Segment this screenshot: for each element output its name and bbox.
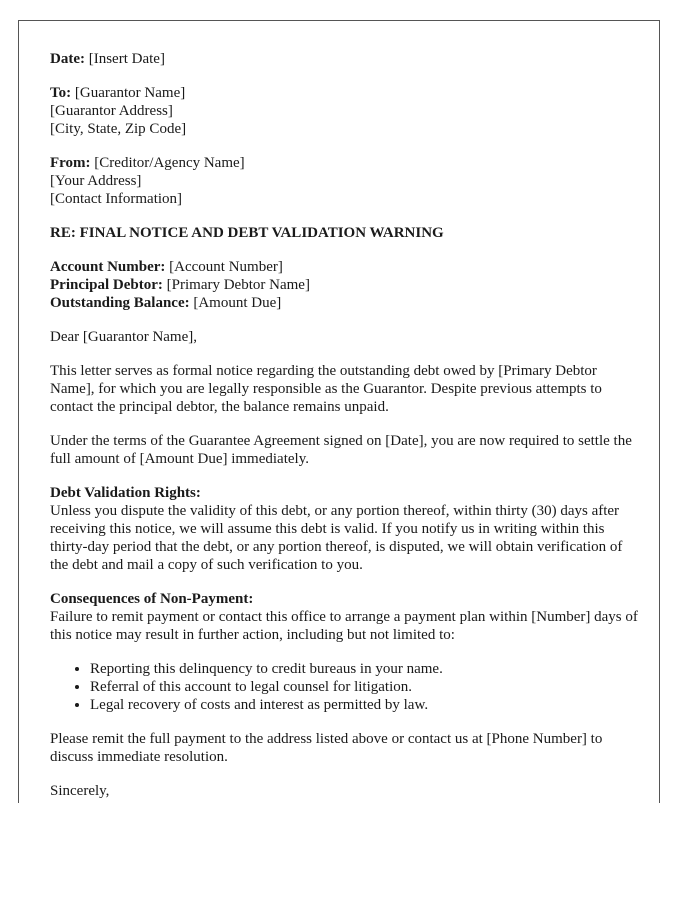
salutation: Dear [Guarantor Name],	[50, 329, 198, 345]
outstanding-balance-line	[50, 294, 640, 312]
validation-heading	[50, 484, 640, 502]
sender-address: [Your Address]	[50, 173, 142, 189]
recipient-block	[50, 84, 640, 138]
account-number-label: Account Number:	[50, 259, 166, 275]
recipient-name-line	[50, 84, 640, 102]
intro-paragraph: This letter serves as formal notice regarding the outstanding debt owed by [Primary Debtor Name], for which you are legally responsible as the Guarantor. Despite previous attempts to contact the principal debtor, the balance remains unpaid.	[50, 363, 602, 415]
principal-debtor-value: [Primary Debtor Name]	[166, 277, 310, 293]
recipient-address: [Guarantor Address]	[50, 103, 173, 119]
recipient-name: [Guarantor Name]	[74, 85, 186, 101]
recipient-city: [City, State, Zip Code]	[50, 121, 187, 137]
consequences-list	[50, 660, 640, 714]
date-label: Date:	[50, 51, 85, 67]
subject-line	[50, 224, 640, 242]
from-label: From:	[50, 155, 91, 171]
letter-page	[18, 20, 660, 803]
account-number-line	[50, 258, 640, 276]
date-line	[50, 50, 640, 68]
guarantee-paragraph: Under the terms of the Guarantee Agreement signed on [Date], you are now required to settle the full amount of [Amount Due] immediately.	[50, 433, 632, 467]
validation-heading-text: Debt Validation Rights:	[50, 485, 201, 501]
principal-debtor-label: Principal Debtor:	[50, 277, 163, 293]
consequences-text: Failure to remit payment or contact this office to arrange a payment plan within [Number] days of this notice may result in further action, including but not limited to:	[50, 609, 638, 643]
sender-block	[50, 154, 640, 208]
sender-name: [Creditor/Agency Name]	[94, 155, 245, 171]
principal-debtor-line	[50, 276, 640, 294]
validation-text: Unless you dispute the validity of this debt, or any portion thereof, within thirty (30) days after receiving this notice, we will assume this debt is valid. If you notify us in writing within this thirty-day period that the debt, or any portion thereof, is disputed, we will obtain verification of the debt and mail a copy of such verification to you.	[50, 503, 623, 573]
list-item: • Reporting this delinquency to credit bureaus in your name.	[90, 660, 640, 678]
closing-paragraph: Please remit the full payment to the address listed above or contact us at [Phone Number] to discuss immediate resolution.	[50, 731, 603, 765]
to-label: To:	[50, 85, 72, 101]
sender-name-line	[50, 154, 640, 172]
sender-contact: [Contact Information]	[50, 191, 183, 207]
consequences-heading	[50, 590, 640, 608]
list-item: • Legal recovery of costs and interest as permitted by law.	[90, 696, 640, 714]
account-number-value: [Account Number]	[169, 259, 283, 275]
account-details	[50, 258, 640, 312]
subject-text: RE: FINAL NOTICE AND DEBT VALIDATION WARNING	[50, 225, 444, 241]
outstanding-balance-label: Outstanding Balance:	[50, 295, 190, 311]
date-value: [Insert Date]	[88, 51, 165, 67]
validation-section	[50, 484, 640, 574]
consequences-section	[50, 590, 640, 714]
sign-off: Sincerely,	[50, 783, 110, 799]
list-item: • Referral of this account to legal counsel for litigation.	[90, 678, 640, 696]
letter-content	[50, 50, 640, 800]
consequences-heading-text: Consequences of Non-Payment:	[50, 591, 254, 607]
outstanding-balance-value: [Amount Due]	[193, 295, 282, 311]
